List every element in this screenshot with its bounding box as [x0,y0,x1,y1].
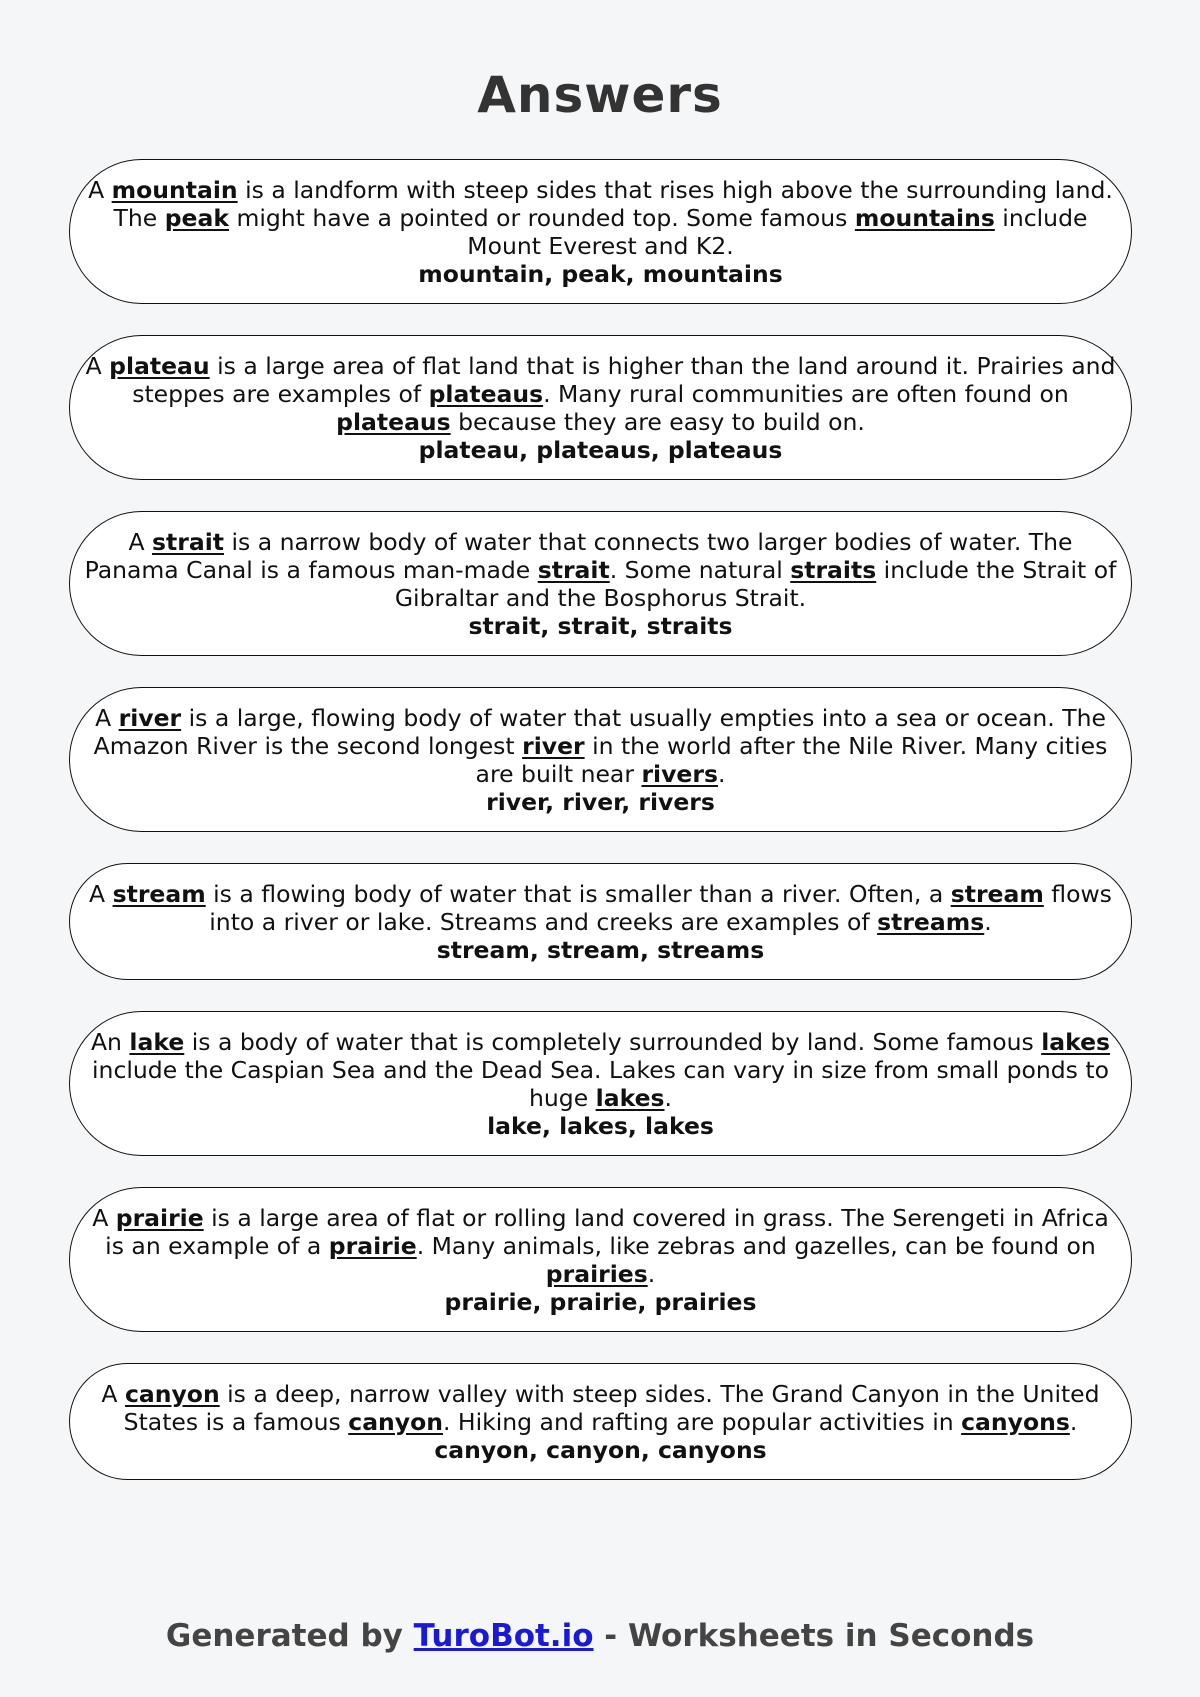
answer-word: canyon [348,1407,443,1436]
passage-segment: A [89,879,113,908]
answer-key: stream, stream, streams [436,935,765,964]
passage-segment: is a flowing body of water that is smaller than a river. Often, a [205,879,951,908]
answer-word: strait [537,555,610,584]
answer-list [69,159,1132,1511]
answer-word: prairies [545,1259,648,1288]
passage-segment: flows into a river or lake. Streams and creeks are examples of [209,879,1112,936]
passage-segment: is a large, flowing body of water that usually empties into a sea or ocean. The Amazon River is the second longest [93,703,1106,760]
answer-card [69,1011,1132,1156]
passage-segment: might have a pointed or rounded top. Some famous [228,203,855,232]
passage-segment: because they are easy to build on. [450,407,865,436]
answer-card [69,687,1132,832]
passage-segment: . [1069,1407,1078,1436]
passage-segment: A [88,175,112,204]
passage-segment: include Mount Everest and K2. [467,203,1088,260]
passage-text [84,1380,1117,1436]
passage-text [84,1028,1117,1112]
answer-word: lake [129,1027,185,1056]
passage-text [84,1204,1117,1288]
answer-word: rivers [641,759,718,788]
passage-segment: include the Strait of Gibraltar and the Bosphorus Strait. [394,555,1117,612]
passage-segment: is a large area of flat or rolling land covered in grass. The Serengeti in Africa is an example of a [105,1203,1109,1260]
passage-segment: is a landform with steep sides that rises high above the surrounding land. The [113,175,1113,232]
footer-prefix: Generated by [165,1618,414,1654]
passage-text [84,528,1117,612]
passage-text [84,352,1117,436]
answer-word: canyons [961,1407,1070,1436]
passage-segment: . Hiking and rafting are popular activities in [442,1407,962,1436]
answer-word: plateaus [336,407,451,436]
passage-segment: A [95,703,119,732]
answer-word: streams [877,907,985,936]
answer-word: mountains [854,203,995,232]
answer-word: prairie [115,1203,204,1232]
passage-segment: . Many rural communities are often found on [543,379,1069,408]
answer-word: plateau [109,351,210,380]
passage-segment: An [90,1027,130,1056]
passage-segment: A [101,1379,125,1408]
answer-word: straits [790,555,877,584]
answer-card [69,1187,1132,1332]
passage-segment: is a large area of flat land that is higher than the land around it. Prairies and steppes are examples of [132,351,1116,408]
answer-word: stream [112,879,206,908]
passage-segment: . Many animals, like zebras and gazelles, can be found on [416,1231,1096,1260]
answer-key: canyon, canyon, canyons [434,1435,767,1464]
footer [0,1618,1200,1654]
passage-segment: A [92,1203,116,1232]
answer-word: river [118,703,182,732]
answer-key: strait, strait, straits [468,611,733,640]
answer-word: prairie [328,1231,417,1260]
passage-segment: . [717,759,726,788]
answer-word: plateaus [428,379,544,408]
answer-card [69,159,1132,304]
answer-word: stream [950,879,1044,908]
answer-card [69,335,1132,480]
passage-segment: . [664,1083,672,1112]
answer-card [69,863,1132,980]
footer-suffix: - Worksheets in Seconds [593,1618,1035,1654]
answer-word: lakes [1041,1027,1111,1056]
answer-word: river [522,731,585,760]
answer-key: lake, lakes, lakes [487,1111,714,1140]
answer-word: lakes [595,1083,665,1112]
answer-word: strait [152,527,224,556]
turobot-link[interactable]: TuroBot.io [413,1618,594,1654]
passage-segment: in the world after the Nile River. Many cities are built near [475,731,1108,788]
answer-word: canyon [124,1379,220,1408]
answer-key: river, river, rivers [486,787,715,816]
answer-card [69,1363,1132,1480]
passage-segment: . [647,1259,656,1288]
passage-text [84,880,1117,936]
answer-word: peak [164,203,229,232]
passage-segment: include the Caspian Sea and the Dead Sea. Lakes can vary in size from small ponds to huge [92,1055,1109,1112]
passage-text [84,176,1117,260]
page-title: Answers [477,66,723,124]
passage-segment: is a body of water that is completely surrounded by land. Some famous [184,1027,1042,1056]
answer-key: plateau, plateaus, plateaus [418,435,783,464]
passage-segment: . [984,907,992,936]
passage-text [84,704,1117,788]
passage-segment: is a deep, narrow valley with steep sides. The Grand Canyon in the United States is a famous [123,1379,1100,1436]
passage-segment: A [85,351,110,380]
answer-key: mountain, peak, mountains [418,259,783,288]
answer-card [69,511,1132,656]
passage-segment: A [128,527,153,556]
answer-key: prairie, prairie, prairies [444,1287,757,1316]
passage-segment: is a narrow body of water that connects two larger bodies of water. The Panama Canal is a famous man-made [84,527,1073,584]
passage-segment: . Some natural [609,555,791,584]
answer-word: mountain [111,175,238,204]
